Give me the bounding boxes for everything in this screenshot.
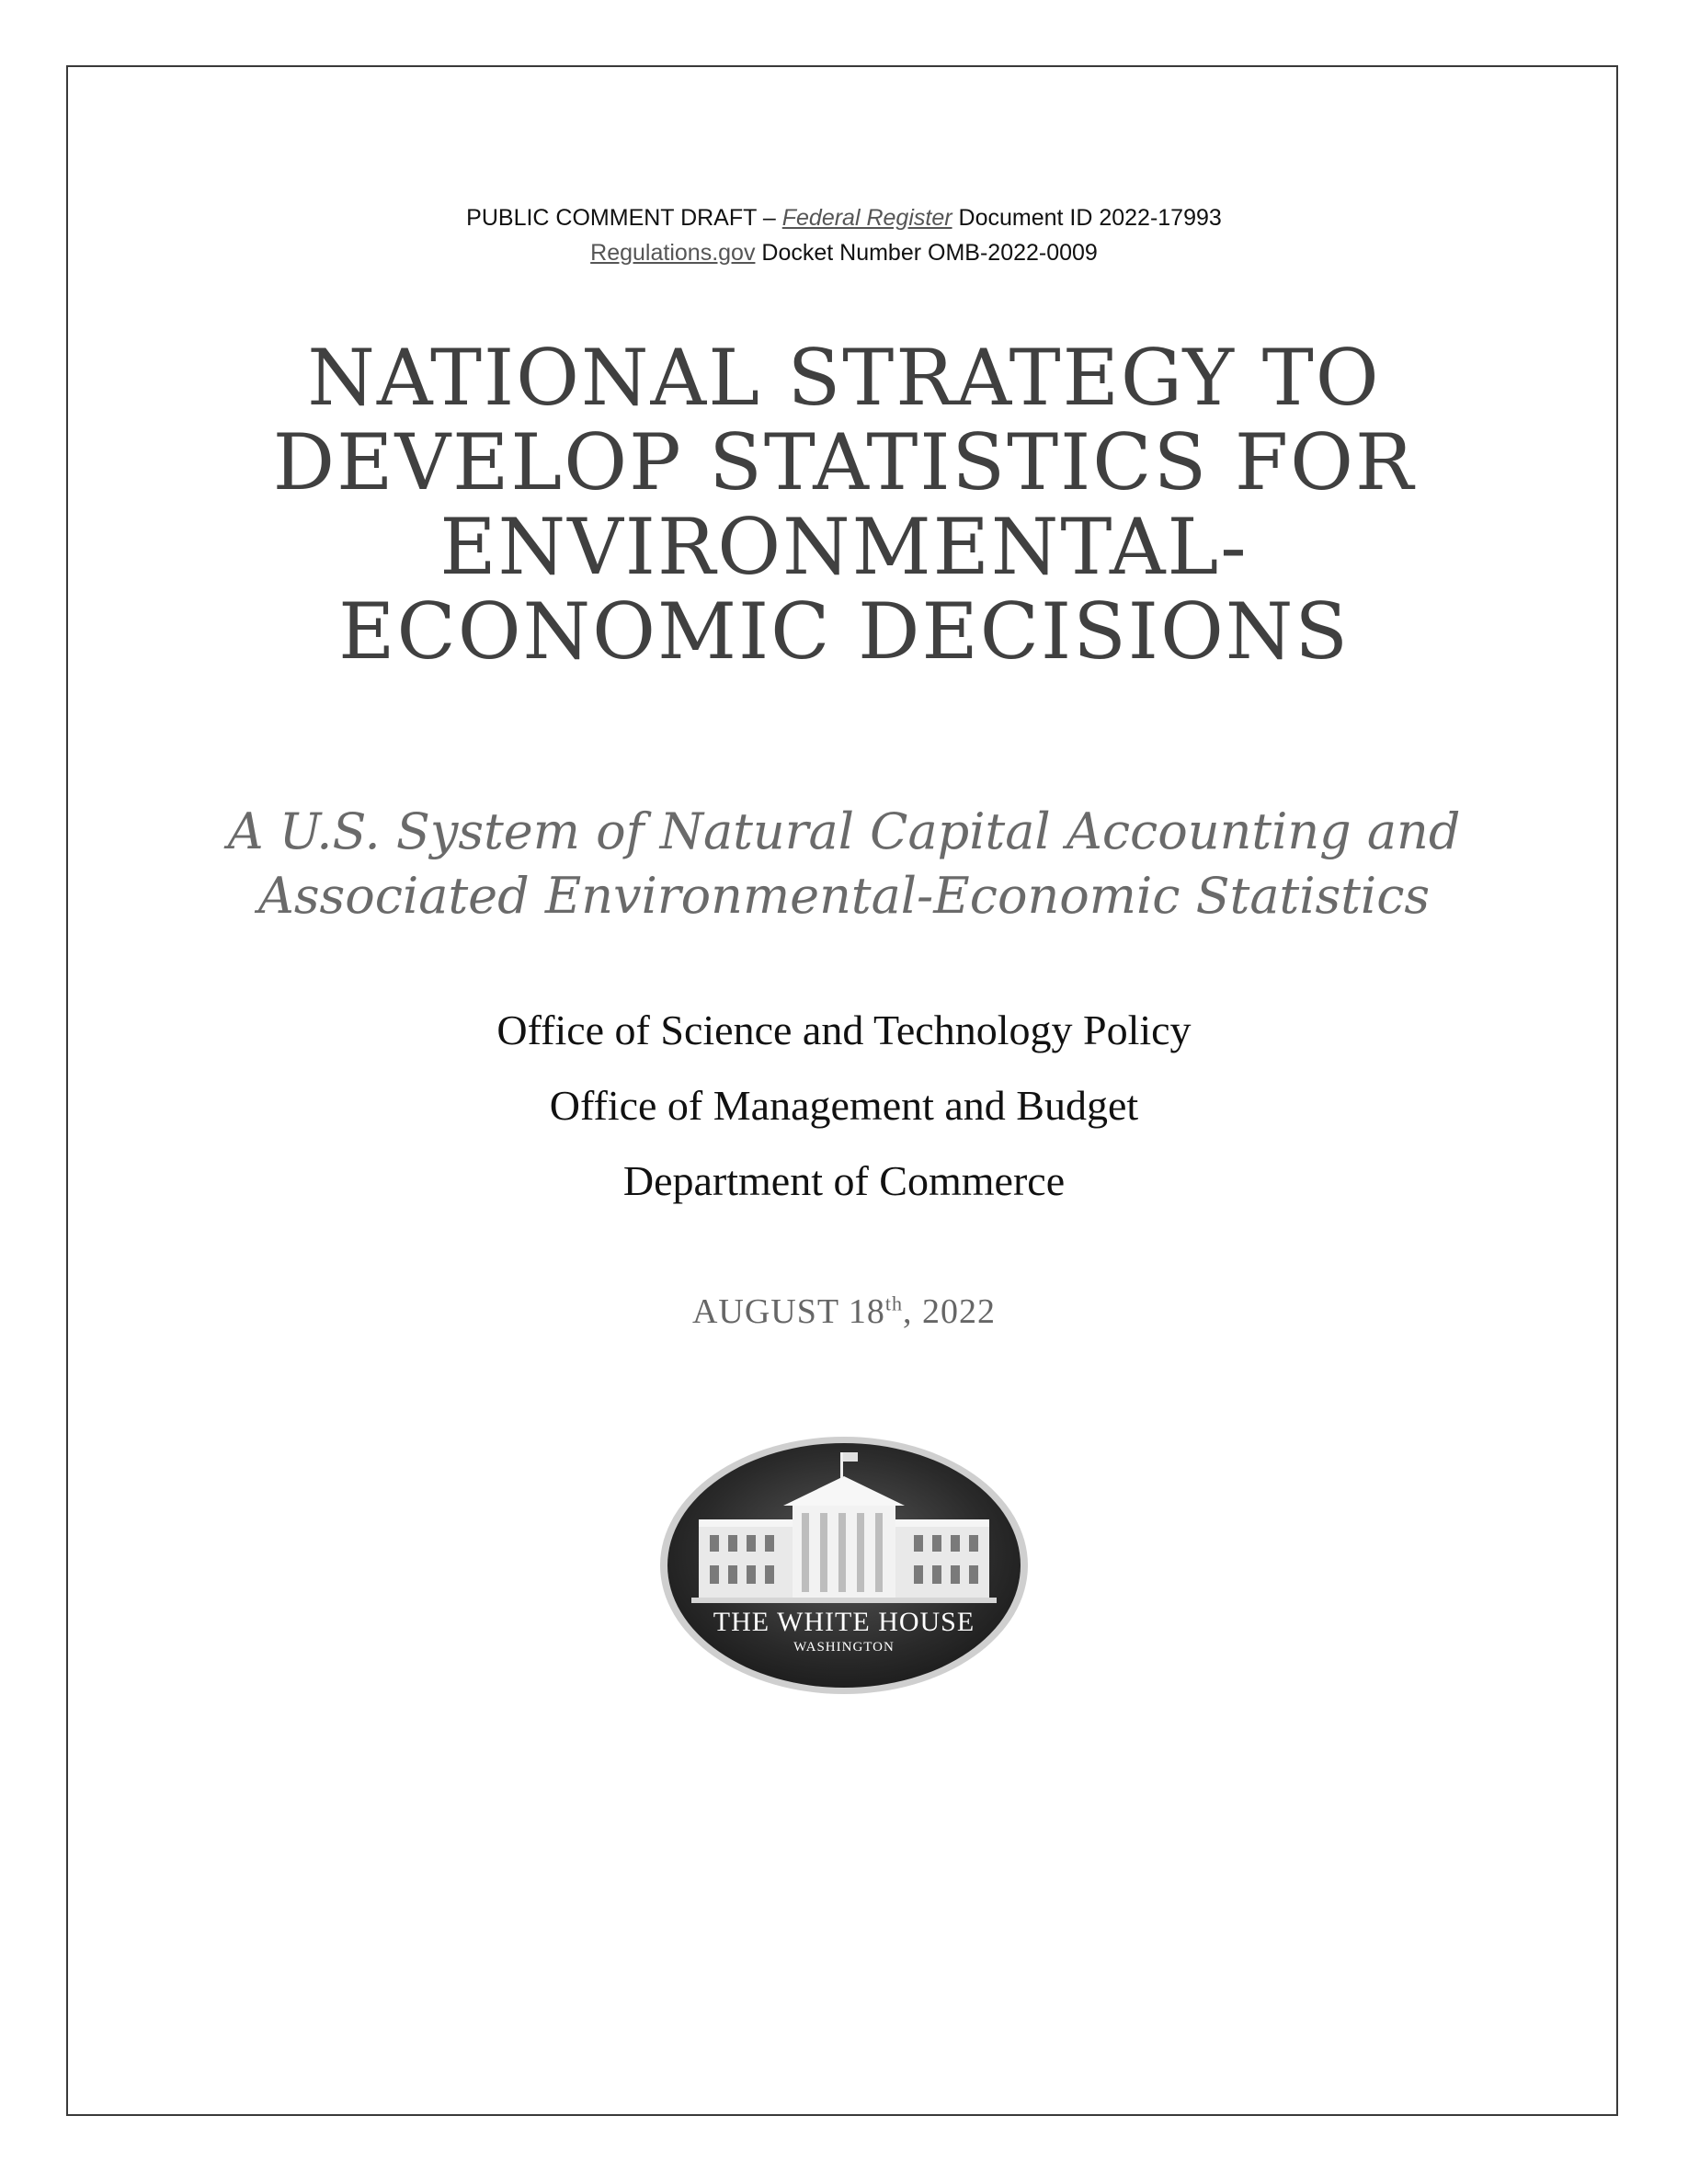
office-name: Office of Management and Budget [549, 1082, 1139, 1129]
seal-location: WASHINGTON [793, 1640, 895, 1655]
title-line: DEVELOP STATISTICS FOR [272, 417, 1416, 507]
header-line-1 [0, 200, 1688, 235]
title-line: ECONOMIC DECISIONS [338, 586, 1350, 677]
title-line: ENVIRONMENTAL- [439, 502, 1249, 592]
subtitle-line: Associated Environmental-Economic Statistics [257, 867, 1431, 925]
date-month-day: AUGUST 18 [691, 1292, 885, 1331]
federal-register-link[interactable]: Federal Register [781, 205, 952, 231]
title-line: NATIONAL STRATEGY TO [307, 333, 1381, 423]
header-line-2 [0, 235, 1688, 270]
header-docket-number: Docket Number OMB-2022-0009 [755, 240, 1098, 266]
office-name: Department of Commerce [622, 1157, 1066, 1204]
date-ordinal-suffix: th [884, 1291, 904, 1315]
office-name: Office of Science and Technology Policy [496, 1007, 1192, 1053]
header-document-id: Document ID 2022-17993 [952, 205, 1222, 231]
issuing-offices [0, 993, 1688, 1219]
white-house-seal-icon [655, 1432, 1033, 1699]
publication-date [0, 1291, 1688, 1332]
date-year: , 2022 [903, 1292, 997, 1331]
regulations-gov-link[interactable]: Regulations.gov [590, 240, 756, 266]
subtitle-line: A U.S. System of Natural Capital Accounting and [227, 802, 1461, 860]
document-subtitle [0, 800, 1688, 928]
seal-name: THE WHITE HOUSE [713, 1607, 975, 1637]
header-prefix: PUBLIC COMMENT DRAFT – [466, 205, 782, 231]
document-title [0, 333, 1688, 677]
